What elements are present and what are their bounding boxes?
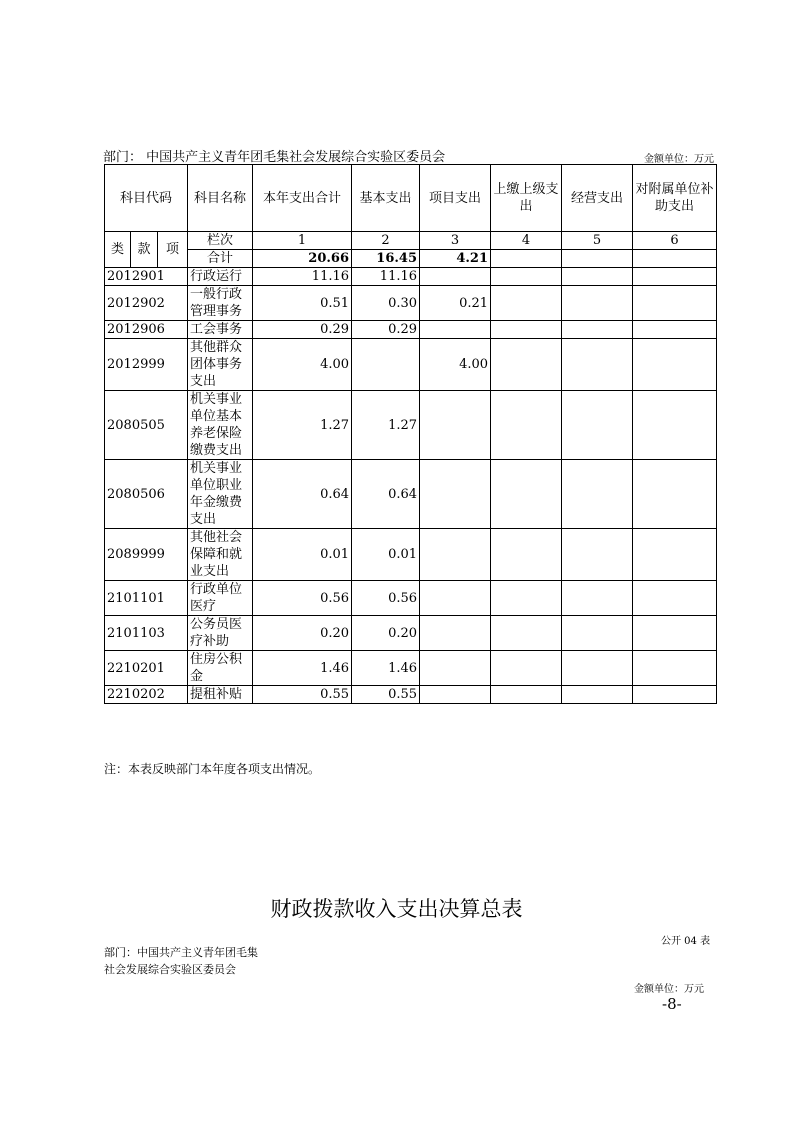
table-row bbox=[105, 391, 717, 460]
row-name: 工会事务 bbox=[188, 321, 253, 339]
col-number-1: 1 bbox=[253, 232, 352, 250]
row-code: 2210201 bbox=[105, 651, 188, 686]
row-total: 4.00 bbox=[253, 339, 352, 391]
col-name: 科目名称 bbox=[188, 165, 253, 232]
table-row bbox=[105, 529, 717, 581]
row-name: 机关事业单位基本养老保险缴费支出 bbox=[188, 391, 253, 460]
row-basic: 0.20 bbox=[352, 616, 420, 651]
row-project bbox=[420, 686, 491, 704]
next-section-title: 财政拨款收入支出决算总表 bbox=[270, 897, 523, 921]
table-header-row bbox=[105, 165, 717, 232]
totals-total: 20.66 bbox=[253, 250, 352, 268]
row-total: 11.16 bbox=[253, 268, 352, 286]
col-number-5: 5 bbox=[562, 232, 633, 250]
row-total: 0.55 bbox=[253, 686, 352, 704]
table-row bbox=[105, 268, 717, 286]
row-name: 行政单位医疗 bbox=[188, 581, 253, 616]
row-basic: 0.30 bbox=[352, 286, 420, 321]
table-row bbox=[105, 339, 717, 391]
col-code: 科目代码 bbox=[105, 165, 188, 232]
col-number-4: 4 bbox=[491, 232, 562, 250]
row-basic: 0.29 bbox=[352, 321, 420, 339]
row-code: 2012901 bbox=[105, 268, 188, 286]
row-total: 0.29 bbox=[253, 321, 352, 339]
table-row bbox=[105, 686, 717, 704]
row-project bbox=[420, 651, 491, 686]
row-code: 2012999 bbox=[105, 339, 188, 391]
col-xiang: 项 bbox=[158, 232, 188, 268]
row-total: 0.64 bbox=[253, 460, 352, 529]
row-name: 机关事业单位职业年金缴费支出 bbox=[188, 460, 253, 529]
totals-label: 合计 bbox=[188, 250, 253, 268]
next-section-department: 部门：中国共产主义青年团毛集社会发展综合实验区委员会 bbox=[104, 946, 258, 976]
row-basic: 0.01 bbox=[352, 529, 420, 581]
row-project bbox=[420, 581, 491, 616]
row-code: 2101101 bbox=[105, 581, 188, 616]
department-label: 部门： 中国共产主义青年团毛集社会发展综合实验区委员会 bbox=[103, 150, 446, 165]
col-total: 本年支出合计 bbox=[253, 165, 352, 232]
row-name: 住房公积金 bbox=[188, 651, 253, 686]
row-basic: 1.46 bbox=[352, 651, 420, 686]
row-project bbox=[420, 529, 491, 581]
table-row bbox=[105, 321, 717, 339]
row-code: 2080505 bbox=[105, 391, 188, 460]
row-code: 2080506 bbox=[105, 460, 188, 529]
row-project bbox=[420, 616, 491, 651]
row-basic bbox=[352, 339, 420, 391]
col-subsidy: 对附属单位补助支出 bbox=[633, 165, 717, 232]
table-row bbox=[105, 581, 717, 616]
col-number-6: 6 bbox=[633, 232, 717, 250]
row-name: 提租补贴 bbox=[188, 686, 253, 704]
amount-unit-label: 金额单位：万元 bbox=[644, 154, 714, 165]
row-project bbox=[420, 268, 491, 286]
row-project: 4.00 bbox=[420, 339, 491, 391]
row-name: 一般行政管理事务 bbox=[188, 286, 253, 321]
row-total: 0.01 bbox=[253, 529, 352, 581]
table-row bbox=[105, 616, 717, 651]
row-total: 0.51 bbox=[253, 286, 352, 321]
row-code: 2089999 bbox=[105, 529, 188, 581]
totals-project: 4.21 bbox=[420, 250, 491, 268]
row-project bbox=[420, 391, 491, 460]
col-number-2: 2 bbox=[352, 232, 420, 250]
row-code: 2012902 bbox=[105, 286, 188, 321]
row-total: 1.46 bbox=[253, 651, 352, 686]
next-section-unit: 金额单位：万元 bbox=[634, 984, 704, 995]
row-code: 2210202 bbox=[105, 686, 188, 704]
lanci-label: 栏次 bbox=[188, 232, 253, 250]
row-total: 1.27 bbox=[253, 391, 352, 460]
table-row bbox=[105, 651, 717, 686]
row-project: 0.21 bbox=[420, 286, 491, 321]
col-number-3: 3 bbox=[420, 232, 491, 250]
row-code: 2012906 bbox=[105, 321, 188, 339]
expenditure-table bbox=[104, 164, 717, 704]
table-row bbox=[105, 460, 717, 529]
totals-row bbox=[105, 250, 717, 268]
row-basic: 1.27 bbox=[352, 391, 420, 460]
row-basic: 0.55 bbox=[352, 686, 420, 704]
col-lei: 类 bbox=[105, 232, 131, 268]
table-note: 注：本表反映部门本年度各项支出情况。 bbox=[104, 762, 321, 776]
row-project bbox=[420, 460, 491, 529]
page-number: -8- bbox=[662, 995, 682, 1013]
col-upper: 上缴上级支出 bbox=[491, 165, 562, 232]
table-row bbox=[105, 286, 717, 321]
row-basic: 0.56 bbox=[352, 581, 420, 616]
form-number: 公开 04 表 bbox=[661, 936, 711, 947]
row-basic: 11.16 bbox=[352, 268, 420, 286]
row-name: 行政运行 bbox=[188, 268, 253, 286]
row-total: 0.56 bbox=[253, 581, 352, 616]
col-project: 项目支出 bbox=[420, 165, 491, 232]
row-total: 0.20 bbox=[253, 616, 352, 651]
totals-basic: 16.45 bbox=[352, 250, 420, 268]
col-operation: 经营支出 bbox=[562, 165, 633, 232]
row-project bbox=[420, 321, 491, 339]
col-kuan: 款 bbox=[131, 232, 158, 268]
row-name: 其他群众团体事务支出 bbox=[188, 339, 253, 391]
table-subheader-row bbox=[105, 232, 717, 250]
row-name: 公务员医疗补助 bbox=[188, 616, 253, 651]
row-code: 2101103 bbox=[105, 616, 188, 651]
col-basic: 基本支出 bbox=[352, 165, 420, 232]
row-name: 其他社会保障和就业支出 bbox=[188, 529, 253, 581]
row-basic: 0.64 bbox=[352, 460, 420, 529]
